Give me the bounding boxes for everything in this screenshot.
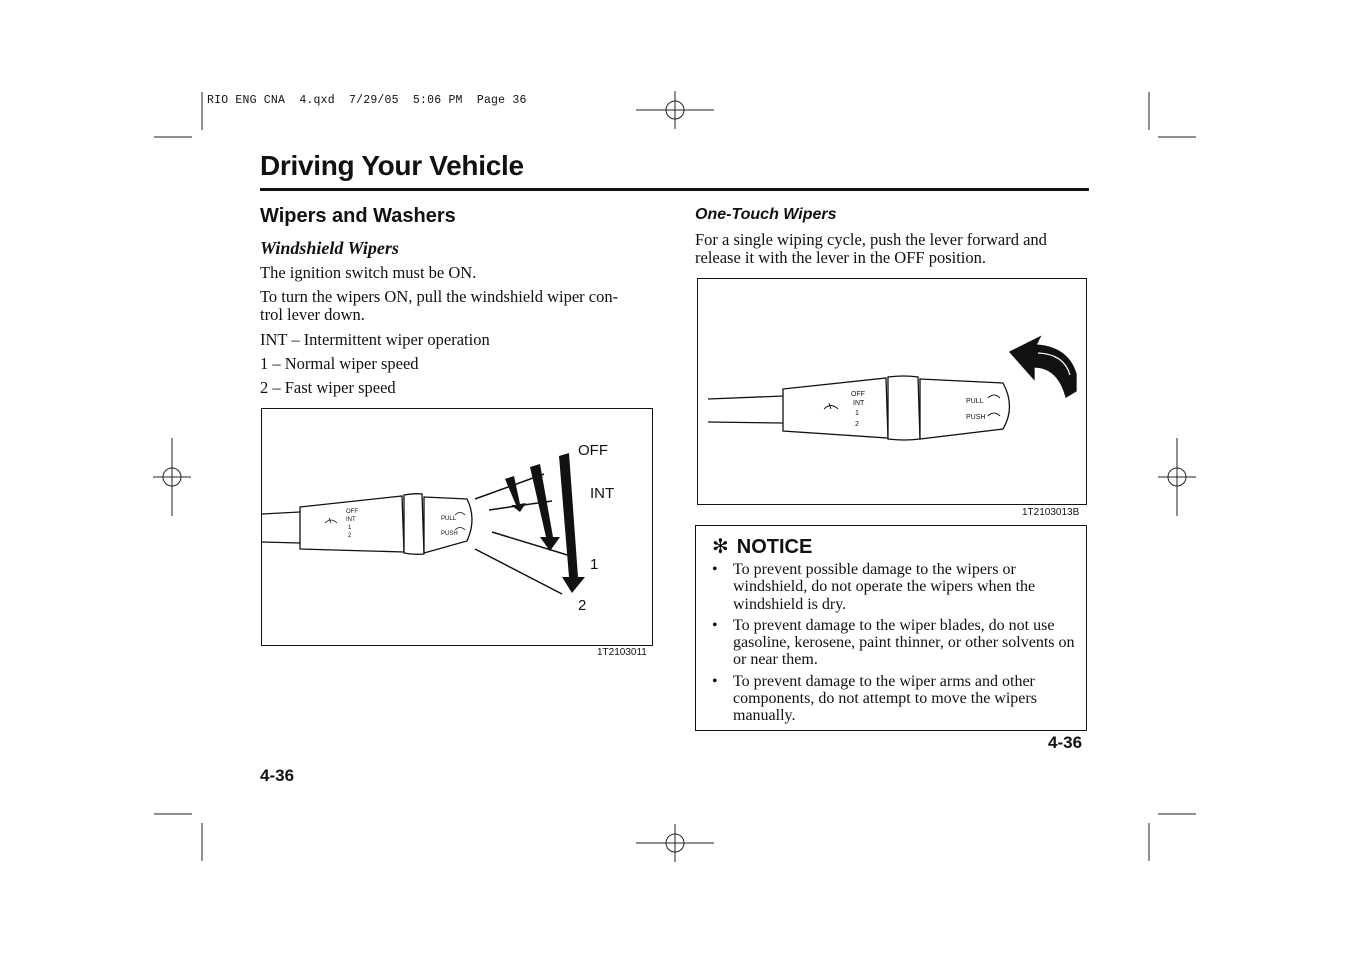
one-touch-lever-illustration [698, 279, 1086, 504]
callout-1: 1 [590, 556, 599, 573]
knob-label-pull: PULL [966, 398, 984, 405]
arrow-int-to-1 [530, 464, 560, 551]
paragraph-turn-on: To turn the wipers ON, pull the windshield wiper con- trol lever down. [260, 287, 619, 324]
push-forward-arrow [1010, 337, 1076, 397]
registration-mark-right [1158, 438, 1196, 516]
callout-2: 2 [578, 597, 587, 614]
callout-int: INT [590, 485, 615, 502]
paragraph-int: INT – Intermittent wiper operation [260, 330, 490, 349]
figure-caption-right: 1T2103013B [1022, 507, 1080, 518]
print-slug: RIO ENG CNA 4.qxd 7/29/05 5:06 PM Page 36 [207, 94, 527, 107]
registration-mark-bottom [636, 824, 714, 862]
stalk-label-2: 2 [855, 421, 859, 428]
stalk-label-1: 1 [348, 525, 352, 531]
paragraph-ignition: The ignition switch must be ON. [260, 263, 477, 282]
stalk-label-off: OFF [346, 509, 358, 515]
notice-box [695, 525, 1087, 731]
paragraph-speed-2: 2 – Fast wiper speed [260, 378, 396, 397]
notice-item: • To prevent possible damage to the wipers or windshield, do not operate the wipers when the windshield is dry. [708, 561, 1076, 613]
stalk-label-off: OFF [851, 391, 865, 398]
stalk-label-1: 1 [855, 410, 859, 417]
registration-mark-top [636, 91, 714, 129]
arrow-1-to-2 [559, 453, 585, 593]
notice-star-icon: ✻ [712, 534, 729, 558]
callout-off: OFF [578, 442, 608, 459]
section-heading: Wipers and Washers [260, 205, 456, 227]
figure-caption-left: 1T2103011 [597, 647, 647, 658]
knob-label-push: PUSH [966, 414, 986, 421]
notice-item: • To prevent damage to the wiper arms and other components, do not attempt to move the wipers manually. [708, 673, 1076, 725]
notice-title: NOTICE [736, 536, 813, 558]
knob-label-pull: PULL [441, 516, 457, 522]
subheading-one-touch-wipers: One-Touch Wipers [695, 206, 837, 223]
figure-windshield-wiper-lever [261, 408, 653, 646]
page-title: Driving Your Vehicle [260, 150, 524, 181]
paragraph-one-touch: For a single wiping cycle, push the lever forward and release it with the lever in the OFF position. [695, 230, 1047, 267]
subheading-windshield-wipers: Windshield Wipers [260, 238, 399, 258]
title-rule [260, 188, 1089, 191]
wiper-lever-illustration [262, 409, 652, 645]
notice-item: • To prevent damage to the wiper blades, do not use gasoline, kerosene, paint thinner, or other solvents on or near them. [708, 617, 1076, 669]
stalk-label-int: INT [853, 400, 865, 407]
knob-label-push: PUSH [441, 531, 458, 537]
notice-list [708, 561, 1076, 729]
figure-one-touch-wiper [697, 278, 1087, 505]
notice-heading [712, 534, 812, 559]
registration-mark-left [153, 438, 191, 516]
page-number-left: 4-36 [260, 766, 295, 785]
stalk-label-int: INT [346, 517, 356, 523]
paragraph-speed-1: 1 – Normal wiper speed [260, 354, 419, 373]
page-number-right: 4-36 [1048, 733, 1083, 752]
stalk-label-2: 2 [348, 533, 352, 539]
